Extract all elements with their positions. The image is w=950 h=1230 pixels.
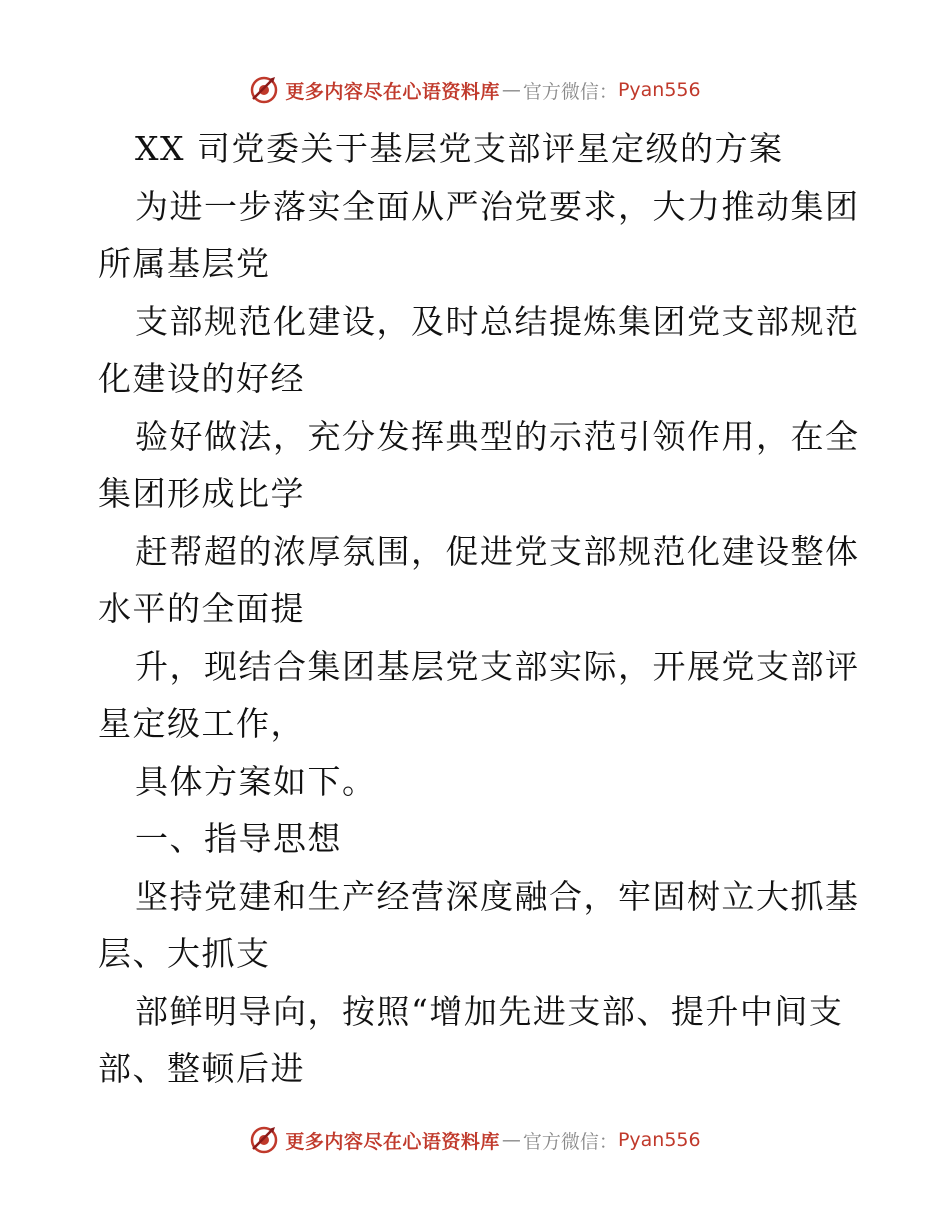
- paragraph-line: 验好做法，充分发挥典型的示范引领作用，在全: [135, 416, 860, 456]
- banner-site-text: 更多内容尽在心语资料库: [285, 1130, 500, 1153]
- paragraph-line: 星定级工作，: [98, 704, 305, 743]
- brand-logo-icon: [249, 1125, 279, 1155]
- banner-separator: —: [501, 1129, 521, 1151]
- paragraph-line: 所属基层党: [98, 244, 271, 283]
- section-heading: 一、指导思想: [135, 819, 342, 858]
- paragraph-line: 支部规范化建设，及时总结提炼集团党支部规范: [135, 301, 860, 341]
- banner-separator: —: [501, 79, 521, 101]
- paragraph-line: 水平的全面提: [98, 589, 305, 628]
- paragraph-line: 赶帮超的浓厚氛围，促进党支部规范化建设整体: [135, 531, 860, 571]
- banner-contact-label: 官方微信：: [522, 1130, 618, 1153]
- header-watermark-banner: [0, 70, 950, 110]
- paragraph-line: 部鲜明导向，按照“增加先进支部、提升中间支: [135, 991, 844, 1031]
- brand-logo-icon: [249, 75, 279, 105]
- paragraph-line: 具体方案如下。: [135, 761, 377, 801]
- footer-watermark-banner: [0, 1120, 950, 1160]
- paragraph-line: 坚持党建和生产经营深度融合，牢固树立大抓基: [135, 876, 860, 916]
- paragraph-line: 化建设的好经: [98, 359, 305, 398]
- banner-contact-id: Pyan556: [617, 79, 701, 101]
- paragraph-line: 层、大抓支: [98, 934, 271, 973]
- paragraph-line: 部、整顿后进: [98, 1049, 305, 1088]
- banner-contact-id: Pyan556: [617, 1129, 701, 1151]
- document-body: [98, 120, 858, 1098]
- banner-contact-label: 官方微信：: [522, 80, 618, 103]
- document-title: XX 司党委关于基层党支部评星定级的方案: [135, 129, 784, 168]
- paragraph-line: 集团形成比学: [98, 474, 305, 513]
- paragraph-line: 升，现结合集团基层党支部实际，开展党支部评: [135, 646, 860, 686]
- banner-site-text: 更多内容尽在心语资料库: [285, 80, 500, 103]
- paragraph-line: 为进一步落实全面从严治党要求，大力推动集团: [135, 186, 860, 226]
